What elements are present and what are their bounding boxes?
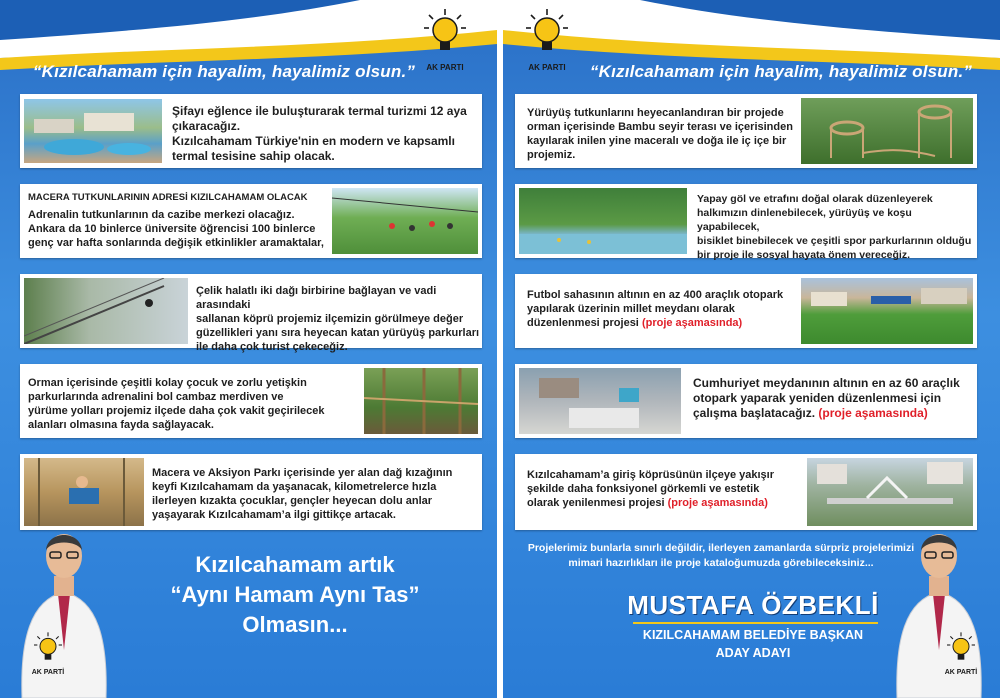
card-text: Şifayı eğlence ile buluşturarak termal turizmi 12 aya çıkaracağız. Kızılcahamam Türkiye'nin en modern ve kapsamlı termal tesisine sahip olacak. (172, 104, 467, 163)
bottom-logo: AK PARTİ (28, 630, 68, 676)
bulb-icon (941, 630, 981, 664)
candidate-name: MUSTAFA ÖZBEKLİ (627, 590, 879, 620)
status-label: (proje aşamasında) (818, 406, 928, 420)
card-text: Orman içerisinde çeşitli kolay çocuk ve zorlu yetişkin parkurlarında adrenalini bol cambaz merdiven ve yürüme yolları projemiz ilçede daha çok vakit geçirilecek alanları olmasına fayda sağlayacak. (28, 377, 325, 431)
projects-note: Projelerimiz bunlarla sınırlı değildir, ilerleyen zamanlarda sürpriz projelerimizi mimari hazırlıkları ile proje kataloğumuzda görebileceksiniz... (527, 542, 915, 569)
candidate-role: KIZILCAHAMAM BELEDİYE BAŞKAN (642, 628, 864, 642)
card-text: Futbol sahasının altının en az 400 araçlık otopark yapılarak üzerinin millet meydanı olarak düzenlenmesi projesi (proje aşamasında) (527, 289, 784, 329)
card-text: Yürüyüş tutkunlarını heyecanlandıran bir projede orman içerisinde Bambu seyir terası ve içerisinden kayılarak inilen yine maceralı ve doğa ile iç içe bir projemiz. (527, 107, 793, 161)
project-card-stadium-parking (515, 274, 977, 348)
square-photo (519, 368, 681, 434)
right-page (503, 0, 1000, 698)
status-label: (proje aşamasında) (641, 317, 743, 329)
terrace-photo (801, 98, 973, 164)
project-card-adventure (20, 184, 482, 258)
bottom-logo: AK PARTİ (941, 630, 981, 676)
slogan-line-1: Kızılcahamam artık (195, 552, 395, 577)
project-card-bamboo-terrace (515, 94, 977, 168)
slogan-line-3: Olmasın... (242, 612, 348, 637)
slogan: “Kızılcahamam için hayalim, hayalimiz olsun.” (589, 62, 973, 81)
candidate-role-sub: ADAY ADAYI (715, 646, 791, 660)
status-label: (proje aşamasında) (667, 497, 768, 509)
card-text: Yapay göl ve etrafını doğal olarak düzenleyerek halkımızın dinlenebilecek, yürüyüş ve koşu yapabilecek, bisiklet binebilecek ve çeşitli spor parkurlarının olduğu bir proje ile sosyal hayata önem vereceğiz. (697, 193, 972, 261)
project-card-bridge (20, 274, 482, 353)
slogan-line-2: “Aynı Hamam Aynı Tas” (170, 582, 420, 607)
ropes-course-photo (364, 368, 478, 434)
project-card-square-parking (515, 364, 977, 438)
card-text: Macera ve Aksiyon Parkı içerisinde yer alan dağ kızağının keyfi Kızılcahamam da yaşanacak, kilometrelerce hızla ilerleyen kızakta çocuklar, gençler heyecan dolu anlar yaşayarak Kızılcahamam’a ilgi gittikçe artacak. (152, 467, 453, 521)
stadium-photo (801, 278, 973, 344)
project-card-forest-park (20, 364, 482, 438)
card-text: Çelik halatlı iki dağı birbirine bağlayan ve vadi arasındaki sallanan köprü projemiz ilçemizin görülmeye değer güzellikleri yanı sıra heyecan katan yürüyüş parkurları ile daha çok turist çekeceğiz. (196, 285, 480, 353)
ak-parti-logo (517, 6, 577, 76)
logo-label: AK PARTI (528, 63, 566, 72)
card-text: Adrenalin tutkunlarının da cazibe merkezi olacağız. Ankara da 10 binlerce üniversite öğrencisi 100 binlerce genç var hafta sonlarında değişik etkinlikler aramaktalar, (28, 209, 324, 249)
bridge-photo (24, 278, 188, 344)
closing-slogan (130, 550, 460, 640)
thermal-photo (24, 99, 162, 163)
project-card-thermal (20, 94, 482, 168)
logo-label: AK PARTI (426, 63, 464, 72)
project-card-lake (515, 184, 977, 261)
card-text: Kızılcahamam’a giriş köprüsünün ilçeye yakışır şekilde daha fonksiyonel görkemli ve estetik olarak yenilenmesi projesi (proje aşamasında) (527, 469, 774, 509)
ak-parti-logo (415, 6, 475, 76)
bulb-icon (415, 6, 475, 56)
name-underline (633, 622, 878, 624)
zipline-photo (332, 188, 478, 254)
card-text: Cumhuriyet meydanının altının en az 60 araçlık otopark yaparak yeniden düzenlenmesi için çalışma başlatacağız. (proje aşamasında) (693, 376, 960, 420)
bulb-icon (517, 6, 577, 56)
bulb-icon (28, 630, 68, 664)
card-title: MACERA TUTKUNLARININ ADRESİ KIZILCAHAMAM OLACAK (28, 192, 308, 203)
left-page (0, 0, 497, 698)
slogan: “Kızılcahamam için hayalim, hayalimiz olsun.” (32, 62, 416, 81)
lake-photo (519, 188, 687, 254)
